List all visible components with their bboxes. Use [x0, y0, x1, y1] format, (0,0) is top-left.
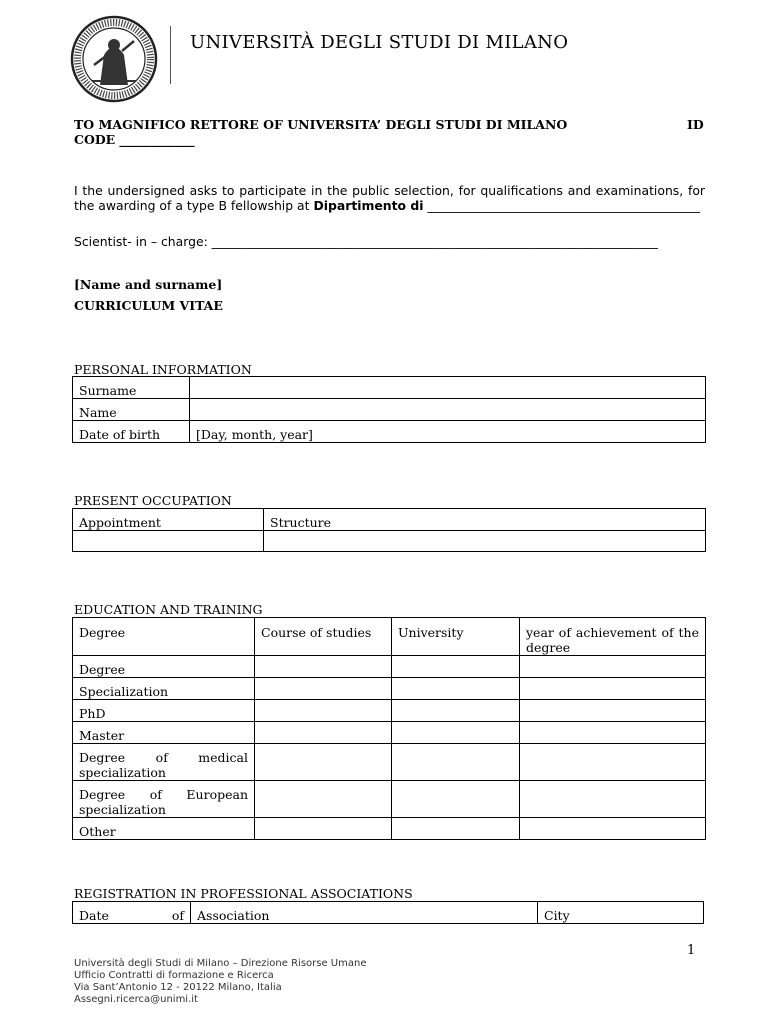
- cell-input[interactable]: [392, 722, 520, 744]
- cell-input[interactable]: [520, 678, 706, 700]
- footer: [74, 958, 366, 1006]
- cv-title: CURRICULUM VITAE: [74, 298, 223, 313]
- footer-line: Via Sant’Antonio 12 - 20122 Milano, Italia: [74, 982, 282, 993]
- occupation-title: PRESENT OCCUPATION: [74, 493, 232, 508]
- table-row: [73, 902, 704, 924]
- structure-input[interactable]: [264, 531, 706, 552]
- name-placeholder: [Name and surname]: [74, 277, 223, 292]
- row-label-phd: PhD: [73, 700, 255, 722]
- row-label-other: Other: [73, 818, 255, 840]
- table-row: [73, 700, 706, 722]
- university-header: University: [392, 618, 520, 656]
- footer-email[interactable]: Assegni.ricerca@unimi.it: [74, 994, 198, 1005]
- education-title: EDUCATION AND TRAINING: [74, 602, 263, 617]
- cell-input[interactable]: [392, 700, 520, 722]
- structure-header: Structure: [264, 509, 706, 531]
- cell-input[interactable]: [255, 744, 392, 781]
- name-label: Name: [73, 399, 190, 421]
- dob-input[interactable]: [Day, month, year]: [190, 421, 706, 443]
- cell-input[interactable]: [255, 700, 392, 722]
- header-divider: [170, 26, 171, 84]
- department-blank[interactable]: ____________________________________________: [427, 198, 701, 213]
- cell-input[interactable]: [392, 818, 520, 840]
- row-label-medical-specialization: Degree of medical specialization: [73, 744, 255, 781]
- row-label-master: Master: [73, 722, 255, 744]
- personal-info-table: [72, 376, 706, 443]
- cell-input[interactable]: [520, 700, 706, 722]
- table-row: [73, 531, 706, 552]
- dob-label: Date of birth: [73, 421, 190, 443]
- table-row: [73, 509, 706, 531]
- request-paragraph: [74, 183, 705, 213]
- table-row: [73, 377, 706, 399]
- row-label-european-specialization: Degree of European specialization: [73, 781, 255, 818]
- cell-input[interactable]: [520, 781, 706, 818]
- row-label-specialization: Specialization: [73, 678, 255, 700]
- footer-line: Università degli Studi di Milano – Direzione Risorse Umane: [74, 958, 367, 969]
- university-name: UNIVERSITÀ DEGLI STUDI DI MILANO: [190, 32, 569, 53]
- date-header-text: Date of: [79, 908, 184, 923]
- cell-input[interactable]: [255, 656, 392, 678]
- table-row: [73, 781, 706, 818]
- row-label-degree: Degree: [73, 656, 255, 678]
- cell-input[interactable]: [255, 781, 392, 818]
- table-row: [73, 618, 706, 656]
- table-row: [73, 722, 706, 744]
- table-row: [73, 818, 706, 840]
- cell-input[interactable]: [255, 818, 392, 840]
- cell-input[interactable]: [255, 678, 392, 700]
- cell-input[interactable]: [392, 656, 520, 678]
- degree-header: Degree: [73, 618, 255, 656]
- cell-input[interactable]: [520, 656, 706, 678]
- registration-title: REGISTRATION IN PROFESSIONAL ASSOCIATIONS: [74, 886, 413, 901]
- association-header: Association: [191, 902, 538, 924]
- footer-line: Ufficio Contratti di formazione e Ricerca: [74, 970, 274, 981]
- education-table: [72, 617, 706, 840]
- department-label: Dipartimento di: [313, 198, 424, 213]
- table-row: [73, 656, 706, 678]
- surname-label: Surname: [73, 377, 190, 399]
- cell-input[interactable]: [520, 722, 706, 744]
- cell-input[interactable]: [520, 818, 706, 840]
- request-text: I the undersigned asks to participate in the public selection, for qualifications and examinations, for the awarding of a type B fellowship at: [74, 183, 705, 213]
- year-header: year of achievement of the degree: [520, 618, 706, 656]
- date-header: [73, 902, 191, 924]
- cell-input[interactable]: [392, 678, 520, 700]
- code-field[interactable]: CODE ____________: [74, 132, 195, 147]
- cell-input[interactable]: [255, 722, 392, 744]
- surname-input[interactable]: [190, 377, 706, 399]
- personal-info-title: PERSONAL INFORMATION: [74, 362, 252, 377]
- cell-input[interactable]: [520, 744, 706, 781]
- course-header: Course of studies: [255, 618, 392, 656]
- appointment-header: Appointment: [73, 509, 264, 531]
- table-row: [73, 421, 706, 443]
- registration-table: [72, 901, 704, 924]
- university-seal-logo: [70, 15, 158, 103]
- id-label: ID: [687, 117, 704, 132]
- name-input[interactable]: [190, 399, 706, 421]
- city-header: City: [538, 902, 704, 924]
- cell-input[interactable]: [392, 781, 520, 818]
- scientist-line[interactable]: Scientist- in – charge: ________________________________________________________________________: [74, 234, 658, 249]
- cell-input[interactable]: [392, 744, 520, 781]
- appointment-input[interactable]: [73, 531, 264, 552]
- occupation-table: [72, 508, 706, 552]
- addressee-line: TO MAGNIFICO RETTORE OF UNIVERSITA’ DEGLI STUDI DI MILANO: [74, 117, 568, 132]
- table-row: [73, 678, 706, 700]
- table-row: [73, 744, 706, 781]
- page-number: 1: [687, 943, 696, 958]
- table-row: [73, 399, 706, 421]
